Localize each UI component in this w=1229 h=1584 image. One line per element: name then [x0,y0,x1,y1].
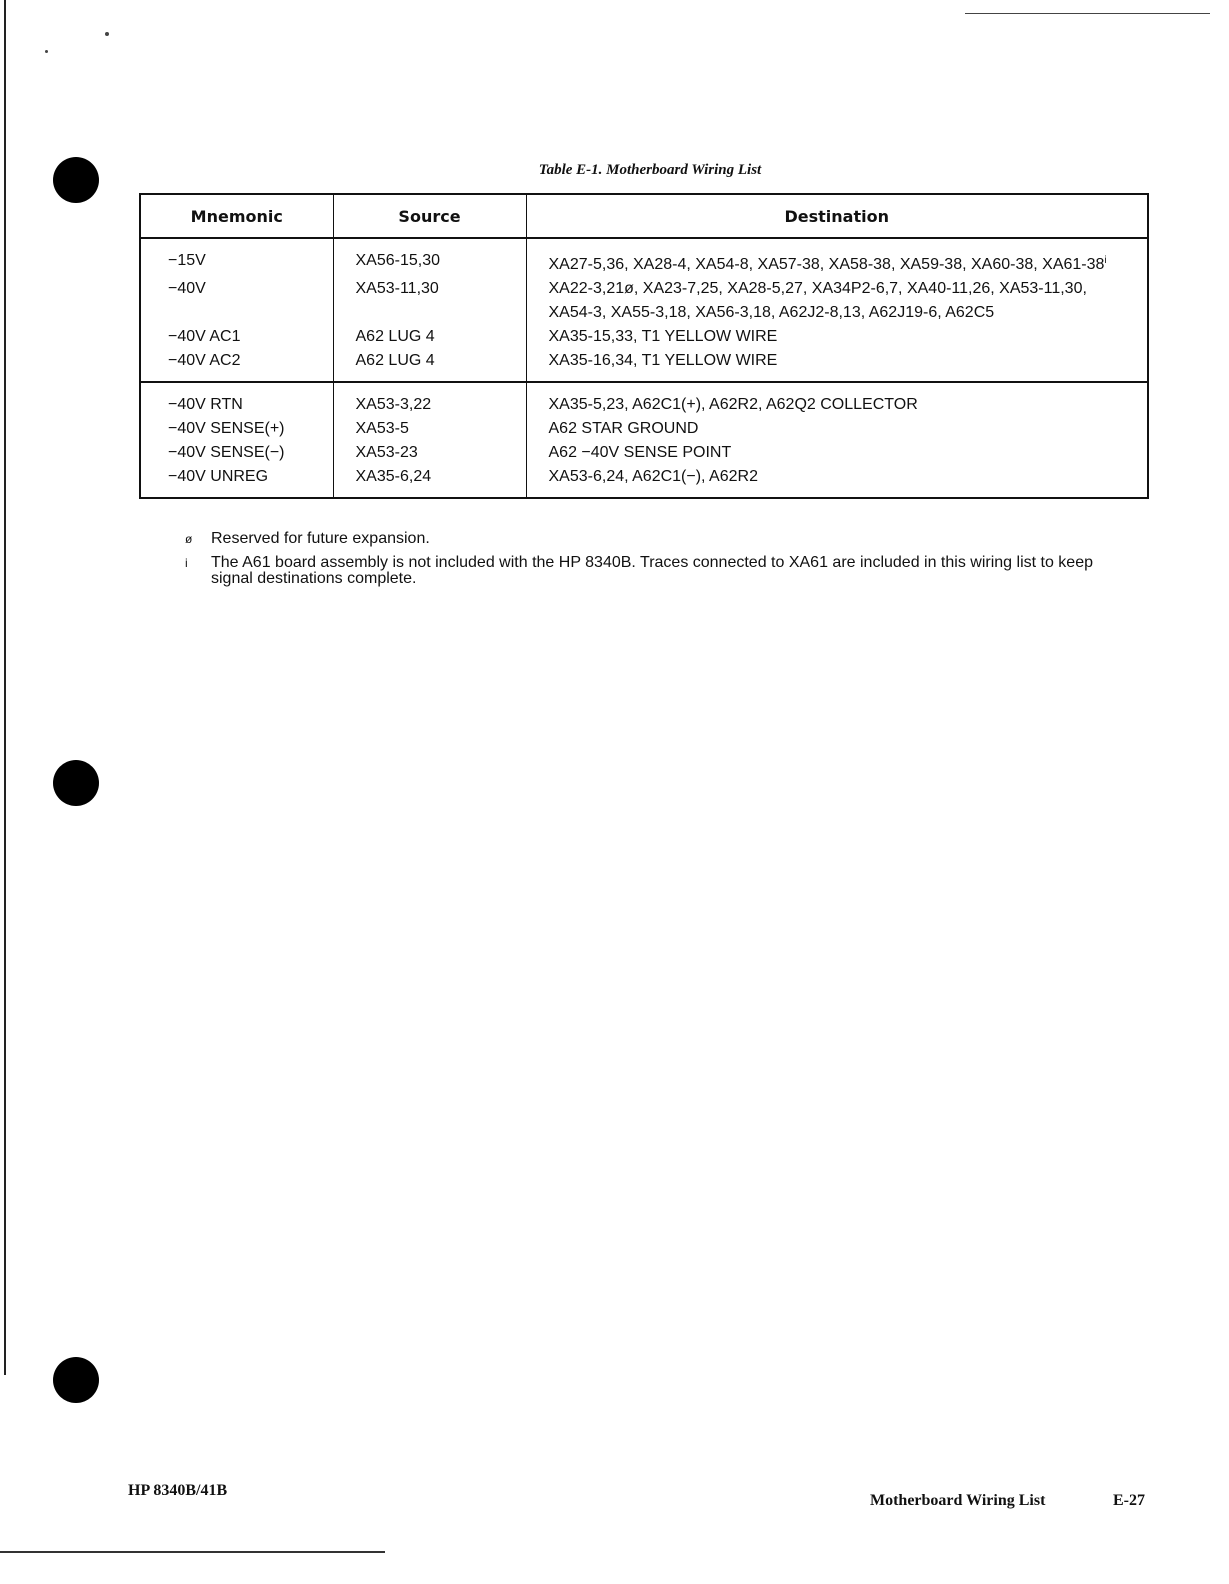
mnemonic-cell: −40V [140,277,333,325]
mnemonic-cell: −40V RTN [140,382,333,417]
table-caption: Table E-1. Motherboard Wiring List [538,162,762,178]
footer-section-title: Motherboard Wiring List [870,1492,1046,1509]
mnemonic-cell: −40V AC1 [140,325,333,349]
mnemonic-cell: −40V SENSE(−) [140,441,333,465]
destination-line: XA53-6,24, A62C1(−), A62R2 [548,468,758,485]
wiring-table [139,193,1149,499]
header-source: Source [333,194,526,238]
footer-page-number: E-27 [1113,1492,1145,1509]
footnote-mark: i [1104,255,1107,266]
source-cell: A62 LUG 4 [333,325,526,349]
destination-cell [526,382,1148,417]
destination-cell [526,277,1148,325]
source-cell: XA53-11,30 [333,277,526,325]
table-row [140,417,1148,441]
mnemonic-cell: −15V [140,238,333,277]
footnote-text: The A61 board assembly is not included with the HP 8340B. Traces connected to XA61 are included in this wiring list to keep [211,554,1093,571]
table-row [140,465,1148,498]
mnemonic-cell: −40V UNREG [140,465,333,498]
source-cell: XA35-6,24 [333,465,526,498]
destination-line: XA35-15,33, T1 YELLOW WIRE [548,328,778,345]
destination-line: XA54-3, XA55-3,18, XA56-3,18, A62J2-8,13, A62J19-6, A62C5 [548,304,995,321]
table-row [140,277,1148,325]
footnote-text: signal destinations complete. [211,570,417,587]
table-row [140,441,1148,465]
source-cell: XA56-15,30 [333,238,526,277]
destination-line: A62 STAR GROUND [548,420,699,437]
header-destination: Destination [526,194,1148,238]
footnote-a61 [185,555,1111,587]
destination-line: XA35-5,23, A62C1(+), A62R2, A62Q2 COLLECTOR [548,396,918,413]
destination-cell [526,325,1148,349]
footnote-text: Reserved for future expansion. [211,530,430,547]
table-row [140,238,1148,277]
destination-cell [526,417,1148,441]
destination-cell [526,465,1148,498]
source-cell: XA53-3,22 [333,382,526,417]
footnote-reserved [185,531,1111,547]
footer-model: HP 8340B/41B [128,1482,228,1499]
source-cell: A62 LUG 4 [333,349,526,382]
top-rule [965,13,1210,14]
scan-speck [105,32,109,36]
mnemonic-cell: −40V AC2 [140,349,333,382]
table-row [140,325,1148,349]
table-header-row [140,194,1148,238]
table-row [140,382,1148,417]
mnemonic-cell: −40V SENSE(+) [140,417,333,441]
destination-cell [526,238,1148,277]
footnote-symbol: i [185,556,188,570]
bottom-rule [0,1551,385,1553]
punch-hole-bottom [53,1357,99,1403]
footnote-symbol: ø [185,532,193,546]
binding-edge-line [4,0,6,1375]
destination-cell [526,349,1148,382]
destination-line: XA22-3,21ø, XA23-7,25, XA28-5,27, XA34P2-6,7, XA40-11,26, XA53-11,30, [548,280,1087,297]
scan-speck [45,50,48,53]
destination-line: XA35-16,34, T1 YELLOW WIRE [548,352,778,369]
table-row [140,349,1148,382]
destination-cell [526,441,1148,465]
destination-line: A62 −40V SENSE POINT [548,444,732,461]
punch-hole-middle [53,760,99,806]
header-mnemonic: Mnemonic [140,194,333,238]
source-cell: XA53-23 [333,441,526,465]
destination-line: XA27-5,36, XA28-4, XA54-8, XA57-38, XA58-38, XA59-38, XA60-38, XA61-38$^i$ [548,255,1107,273]
source-cell: XA53-5 [333,417,526,441]
